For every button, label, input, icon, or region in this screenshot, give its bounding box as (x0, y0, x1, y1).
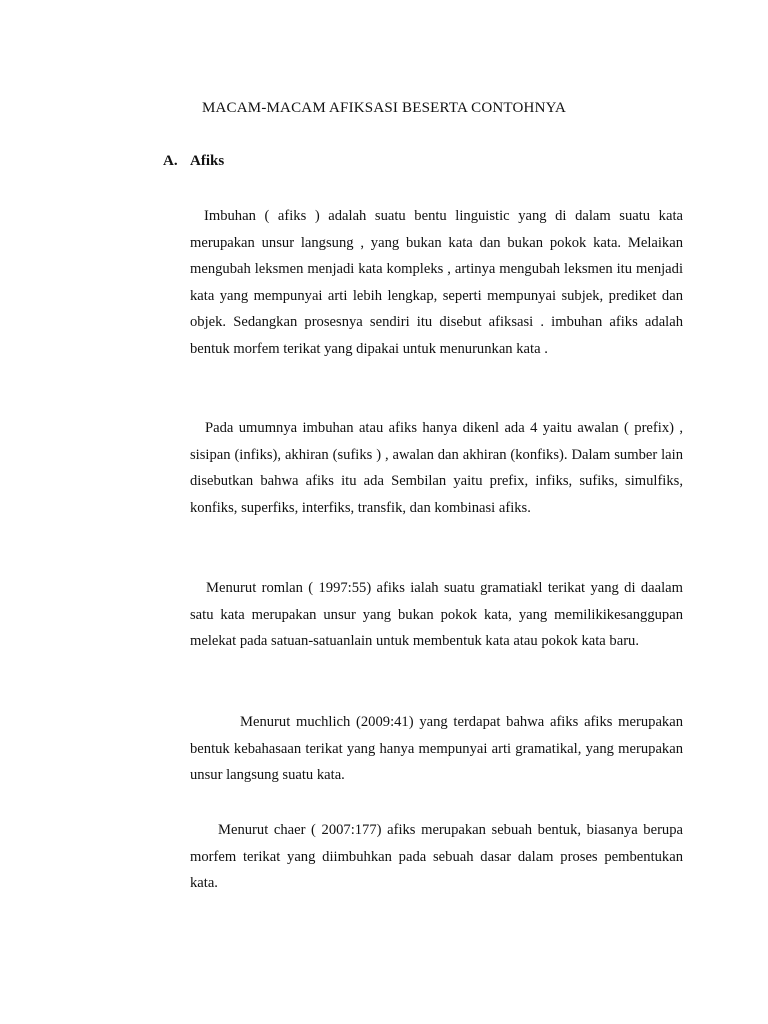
paragraph-jenis-afiks: Pada umumnya imbuhan atau afiks hanya dikenl ada 4 yaitu awalan ( prefix) , sisipan (infiks), akhiran (sufiks ) , awalan dan akhiran (konfiks). Dalam sumber lain disebutkan bahwa afiks itu ada Sembilan yaitu prefix, infiks, sufiks, simulfiks, konfiks, superfiks, interfiks, transfik, dan kombinasi afiks. (190, 420, 683, 516)
paragraph-menurut-muchlich: Menurut muchlich (2009:41) yang terdapat bahwa afiks afiks merupakan bentuk kebahasaan terikat yang hanya mempunyai arti gramatikal, yang merupakan unsur langsung suatu kata. (190, 714, 683, 783)
paragraph-menurut-chaer: Menurut chaer ( 2007:177) afiks merupakan sebuah bentuk, biasanya berupa morfem terikat yang diimbuhkan pada sebuah dasar dalam proses pembentukan kata. (190, 822, 683, 891)
section-letter: A. (163, 153, 178, 169)
paragraph-imbuhan-definition: Imbuhan ( afiks ) adalah suatu bentu linguistic yang di dalam suatu kata merupakan unsur langsung , yang bukan kata dan bukan pokok kata. Melaikan mengubah leksmen menjadi kata kompleks , artinya mengubah leksmen itu menjadi kata yang mempunyai arti lebih lengkap, seperti mempunyai subjek, prediket dan objek. Sedangkan prosesnya sendiri itu disebut afiksasi . imbuhan afiks adalah bentuk morfem terikat yang dipakai untuk menurunkan kata . (190, 208, 683, 357)
paragraph-menurut-romlan: Menurut romlan ( 1997:55) afiks ialah suatu gramatiakl terikat yang di daalam satu kata merupakan unsur yang bukan pokok kata, yang memilikikesanggupan melekat pada satuan-satuanlain untuk membentuk kata atau pokok kata baru. (190, 580, 683, 649)
section-heading (163, 153, 224, 170)
section-heading-text: Afiks (190, 153, 225, 169)
document-title: MACAM-MACAM AFIKSASI BESERTA CONTOHNYA (201, 100, 567, 116)
